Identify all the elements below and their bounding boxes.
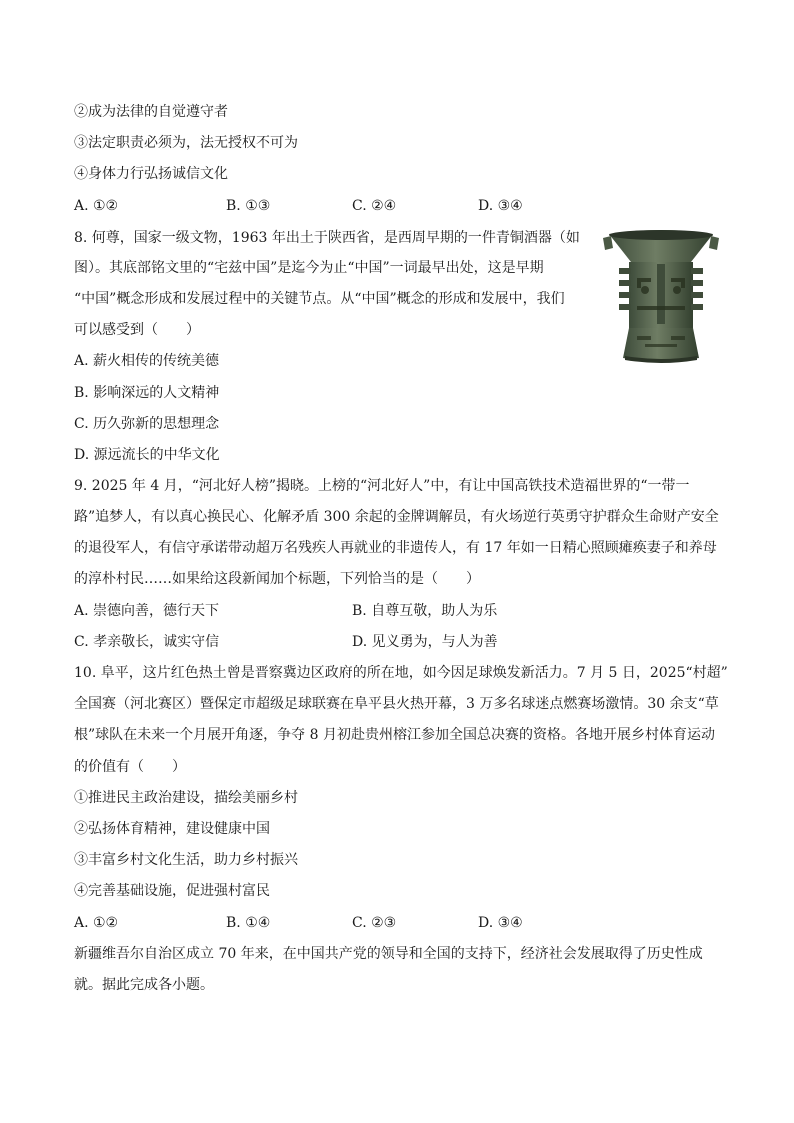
q8-option-b: B. 影响深远的人文精神 bbox=[74, 385, 220, 401]
q10-item-1: ①推进民主政治建设，描绘美丽乡村 bbox=[74, 790, 298, 806]
q9-option-c: C. 孝亲敬长，诚实守信 bbox=[74, 634, 220, 650]
q8-stem-line-3: “中国”概念形成和发展过程中的关键节点。从“中国”概念的形成和发展中，我们 bbox=[74, 291, 565, 307]
q7-option-b: B. ①③ bbox=[226, 198, 271, 214]
q10-stem-line-3: 根”球队在未来一个月展开角逐，争夺 8 月初赴贵州榕江参加全国总决赛的资格。各地开展乡村体育运动 bbox=[74, 727, 715, 743]
q10-item-2: ②弘扬体育精神，建设健康中国 bbox=[74, 821, 270, 837]
q10-item-3: ③丰富乡村文化生活，助力乡村振兴 bbox=[74, 852, 298, 868]
q8-option-a: A. 薪火相传的传统美德 bbox=[74, 353, 220, 369]
q10-stem-line-2: 全国赛（河北赛区）暨保定市超级足球联赛在阜平县火热开幕，3 万多名球迷点燃赛场激情。30 余支“草 bbox=[74, 696, 719, 712]
q9-stem-line-4: 的淳朴村民……如果给这段新闻加个标题，下列恰当的是（ ） bbox=[74, 571, 480, 587]
q10-stem-line-4: 的价值有（ ） bbox=[74, 759, 186, 775]
q10-option-a: A. ①② bbox=[74, 915, 119, 931]
q8-option-c: C. 历久弥新的思想理念 bbox=[74, 416, 220, 432]
q7-item-3: ③法定职责必须为，法无授权不可为 bbox=[74, 135, 298, 151]
q8-stem-line-1: 8. 何尊，国家一级文物，1963 年出土于陕西省，是西周早期的一件青铜酒器（如 bbox=[74, 230, 580, 246]
q9-option-b: B. 自尊互敬，助人为乐 bbox=[352, 603, 498, 619]
q9-stem-line-1: 9. 2025 年 4 月，“河北好人榜”揭晓。上榜的“河北好人”中，有让中国高铁技术造福世界的“一带一 bbox=[74, 478, 690, 494]
section-intro-line-1: 新疆维吾尔自治区成立 70 年来，在中国共产党的领导和全国的支持下，经济社会发展取得了历史性成 bbox=[74, 946, 703, 962]
q7-option-c: C. ②④ bbox=[352, 198, 397, 214]
q10-item-4: ④完善基础设施，促进强村富民 bbox=[74, 883, 270, 899]
q10-option-d: D. ③④ bbox=[478, 915, 523, 931]
q10-option-c: C. ②③ bbox=[352, 915, 397, 931]
q9-stem-line-2: 路”追梦人，有以真心换民心、化解矛盾 300 余起的金牌调解员，有火场逆行英勇守护群众生命财产安全 bbox=[74, 509, 719, 525]
q10-option-b: B. ①④ bbox=[226, 915, 271, 931]
q9-option-a: A. 崇德向善，德行天下 bbox=[74, 603, 220, 619]
q9-option-d: D. 见义勇为，与人为善 bbox=[352, 634, 498, 650]
bronze-zun-vessel-icon bbox=[597, 228, 725, 366]
q7-item-2: ②成为法律的自觉遵守者 bbox=[74, 104, 228, 120]
q10-stem-line-1: 10. 阜平，这片红色热土曾是晋察冀边区政府的所在地，如今因足球焕发新活力。7 月 5 日，2025“村超” bbox=[74, 665, 728, 681]
q7-item-4: ④身体力行弘扬诚信文化 bbox=[74, 166, 228, 182]
q8-stem-line-2: 图）。其底部铭文里的“宅兹中国”是迄今为止“中国”一词最早出处，这是早期 bbox=[74, 260, 544, 276]
q7-option-a: A. ①② bbox=[74, 198, 119, 214]
q8-option-d: D. 源远流长的中华文化 bbox=[74, 447, 220, 463]
q8-stem-line-4: 可以感受到（ ） bbox=[74, 322, 200, 338]
q7-option-d: D. ③④ bbox=[478, 198, 523, 214]
q9-stem-line-3: 的退役军人，有信守承诺带动超万名残疾人再就业的非遗传人，有 17 年如一日精心照顾瘫痪妻子和养母 bbox=[74, 540, 717, 556]
section-intro-line-2: 就。据此完成各小题。 bbox=[74, 977, 214, 993]
